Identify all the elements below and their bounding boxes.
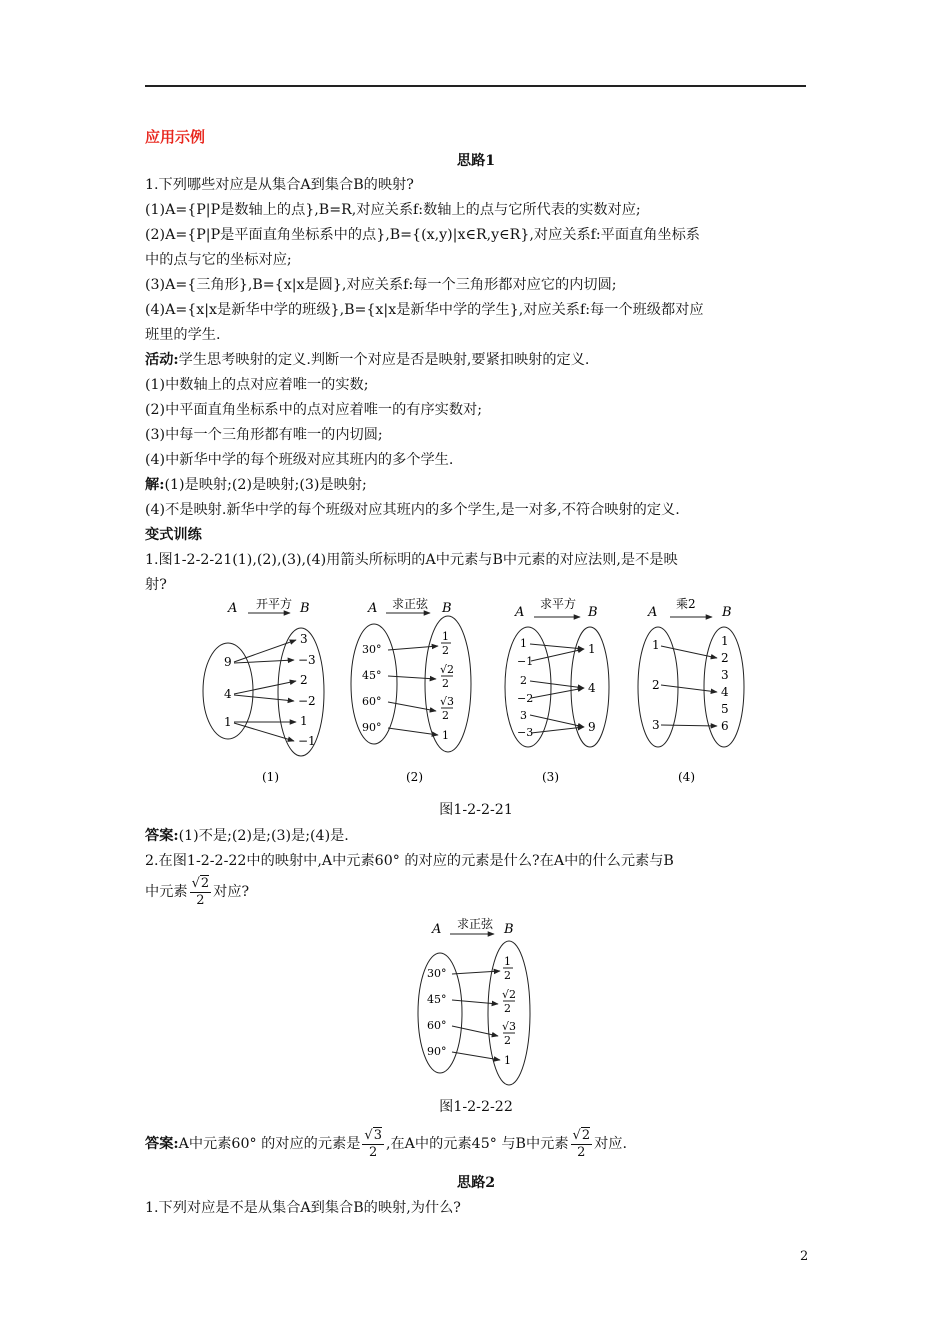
diagram-2 [351, 596, 471, 784]
element: 90° [362, 721, 382, 734]
fraction: $\frac{√2}{2}$ [572, 1128, 591, 1160]
element: 3 [520, 709, 527, 722]
activity-label: 活动: [145, 352, 179, 368]
diagram-label: (4) [678, 770, 695, 784]
variant-title: 变式训练 [145, 527, 202, 543]
question-2: 1.下列对应是不是从集合A到集合B的映射,为什么? [145, 1200, 461, 1216]
element: 60° [362, 695, 382, 708]
element: −1 [298, 734, 316, 748]
diagram-label: (1) [262, 770, 279, 784]
set-b-label: B [722, 605, 732, 620]
element: 4 [588, 681, 596, 695]
set-a-label: A [228, 601, 238, 616]
element: 4 [224, 687, 232, 701]
page-number: 2 [800, 1249, 809, 1264]
set-a-label: A [515, 605, 525, 620]
figure-21-caption: 图1-2-2-21 [439, 802, 513, 818]
diagram-label: (2) [406, 770, 423, 784]
question-1-stem: 1.下列哪些对应是从集合A到集合B的映射? [145, 177, 414, 193]
svg-text:2: 2 [504, 969, 511, 982]
element: 1 [721, 634, 729, 648]
element: 1 [652, 638, 660, 652]
answer-2: 答案:A中元素60° 的对应的元素是 $\frac{√3}{2}$ ,在A中的元素45° 与B中元素 $\frac{√2}{2}$ 对应. [145, 1128, 627, 1160]
answer-label: 答案: [145, 828, 179, 844]
element: 3 [652, 718, 660, 732]
answer-text: (1)不是;(2)是;(3)是;(4)是. [178, 828, 349, 844]
set-b-label: B [442, 601, 452, 616]
diagram-1 [203, 596, 324, 784]
element: 6 [721, 719, 729, 733]
mapping-rule-label: 求平方 [540, 597, 577, 611]
activity-item: (2)中平面直角坐标系中的点对应着唯一的有序实数对; [145, 402, 483, 418]
svg-text:2: 2 [442, 677, 449, 690]
element: −1 [517, 655, 534, 668]
answer-label: 答案: [145, 1136, 179, 1152]
question-1-item: (2)A={P|P是平面直角坐标系中的点},B={(x,y)|x∈R,y∈R},对应关系f:平面直角坐标系 [145, 227, 700, 243]
section-title: 应用示例 [145, 128, 206, 146]
svg-text:2: 2 [442, 709, 449, 722]
element: 4 [721, 685, 729, 699]
svg-text:1: 1 [504, 955, 511, 968]
figure-1-2-2-21 [190, 595, 750, 795]
element: 2 [300, 673, 308, 687]
activity-item: (1)中数轴上的点对应着唯一的实数; [145, 377, 369, 393]
activity-item: (3)中每一个三角形都有唯一的内切圆; [145, 427, 383, 443]
figure-22-caption: 图1-2-2-22 [439, 1099, 513, 1115]
question-1-item: (3)A={三角形},B={x|x是圆},对应关系f:每一个三角形都对应它的内切圆; [145, 277, 617, 293]
element: 1 [520, 637, 527, 650]
element: 90° [427, 1045, 447, 1058]
svg-text:2: 2 [442, 644, 449, 657]
svg-text:√3: √3 [440, 695, 455, 708]
question-1-item: 中的点与它的坐标对应; [145, 252, 292, 268]
svg-text:√3: √3 [502, 1020, 517, 1033]
mapping-rule-label: 开平方 [256, 597, 293, 611]
variant-2-line-2: 中元素 $\frac{√2}{2}$ 对应? [145, 876, 250, 908]
diagram-4 [638, 597, 744, 784]
set-b-label: B [588, 605, 598, 620]
mapping-arrows [234, 640, 296, 741]
answer-1 [145, 826, 349, 846]
figure-1-2-2-22 [410, 915, 540, 1090]
svg-text:1: 1 [442, 729, 449, 742]
fraction: $\frac{√2}{2}$ [191, 876, 210, 908]
element: 2 [652, 678, 660, 692]
element: −3 [298, 653, 316, 667]
element: 3 [300, 632, 308, 646]
set-b-values [502, 955, 516, 1067]
svg-text:1: 1 [442, 630, 449, 643]
element: −3 [517, 726, 534, 739]
solution-line [145, 475, 367, 495]
svg-text:1: 1 [504, 1054, 511, 1067]
svg-text:2: 2 [504, 1002, 511, 1015]
element: 45° [427, 993, 447, 1006]
fraction: $\frac{√3}{2}$ [364, 1128, 382, 1160]
activity-text: 学生思考映射的定义.判断一个对应是否是映射,要紧扣映射的定义. [178, 352, 590, 368]
svg-text:√2: √2 [502, 988, 517, 1001]
element: 1 [300, 714, 308, 728]
element: 5 [721, 702, 729, 716]
element: 9 [588, 720, 596, 734]
mapping-arrows [661, 646, 717, 726]
question-1-item: 班里的学生. [145, 327, 221, 343]
diagram-3 [505, 596, 609, 784]
set-a-label: A [432, 922, 442, 937]
element: 30° [427, 967, 447, 980]
set-a-label: A [368, 601, 378, 616]
mapping-arrows [530, 644, 584, 733]
question-1-item: (4)A={x|x是新华中学的班级},B={x|x是新华中学的学生},对应关系f:每一个班级都对应 [145, 302, 704, 318]
solution-text: (1)是映射;(2)是映射;(3)是映射; [164, 477, 367, 493]
element: 1 [224, 715, 232, 729]
question-1-item: (1)A={P|P是数轴上的点},B=R,对应关系f:数轴上的点与它所代表的实数对应; [145, 202, 641, 218]
element: 60° [427, 1019, 447, 1032]
variant-1-line: 1.图1-2-2-21(1),(2),(3),(4)用箭头所标明的A中元素与B中元素的对应法则,是不是映 [145, 552, 678, 568]
variant-2-line: 2.在图1-2-2-22中的映射中,A中元素60° 的对应的元素是什么?在A中的什么元素与B [145, 853, 674, 869]
set-a-label: A [648, 605, 658, 620]
element: 3 [721, 668, 729, 682]
element: −2 [298, 694, 316, 708]
variant-1-line: 射? [145, 577, 167, 593]
element: 45° [362, 669, 382, 682]
activity-item: (4)中新华中学的每个班级对应其班内的多个学生. [145, 452, 454, 468]
svg-text:√2: √2 [440, 663, 455, 676]
set-b-values [440, 630, 454, 742]
header-rule [145, 85, 806, 87]
set-b-label: B [504, 922, 514, 937]
activity-line [145, 350, 589, 370]
set-b-label: B [300, 601, 310, 616]
heading-approach-2: 思路2 [456, 1175, 496, 1191]
mapping-rule-label: 求正弦 [392, 597, 429, 611]
solution-line-2: (4)不是映射.新华中学的每个班级对应其班内的多个学生,是一对多,不符合映射的定义. [145, 502, 680, 518]
element: −2 [517, 692, 534, 705]
heading-approach-1: 思路1 [456, 153, 496, 169]
svg-text:2: 2 [504, 1034, 511, 1047]
element: 1 [588, 642, 596, 656]
element: 9 [224, 655, 232, 669]
diagram-label: (3) [542, 770, 559, 784]
element: 30° [362, 643, 382, 656]
solution-label: 解: [145, 477, 165, 493]
element: 2 [721, 651, 729, 665]
mapping-rule-label: 求正弦 [457, 917, 494, 931]
mapping-rule-label: 乘2 [676, 597, 696, 611]
element: 2 [520, 674, 527, 687]
